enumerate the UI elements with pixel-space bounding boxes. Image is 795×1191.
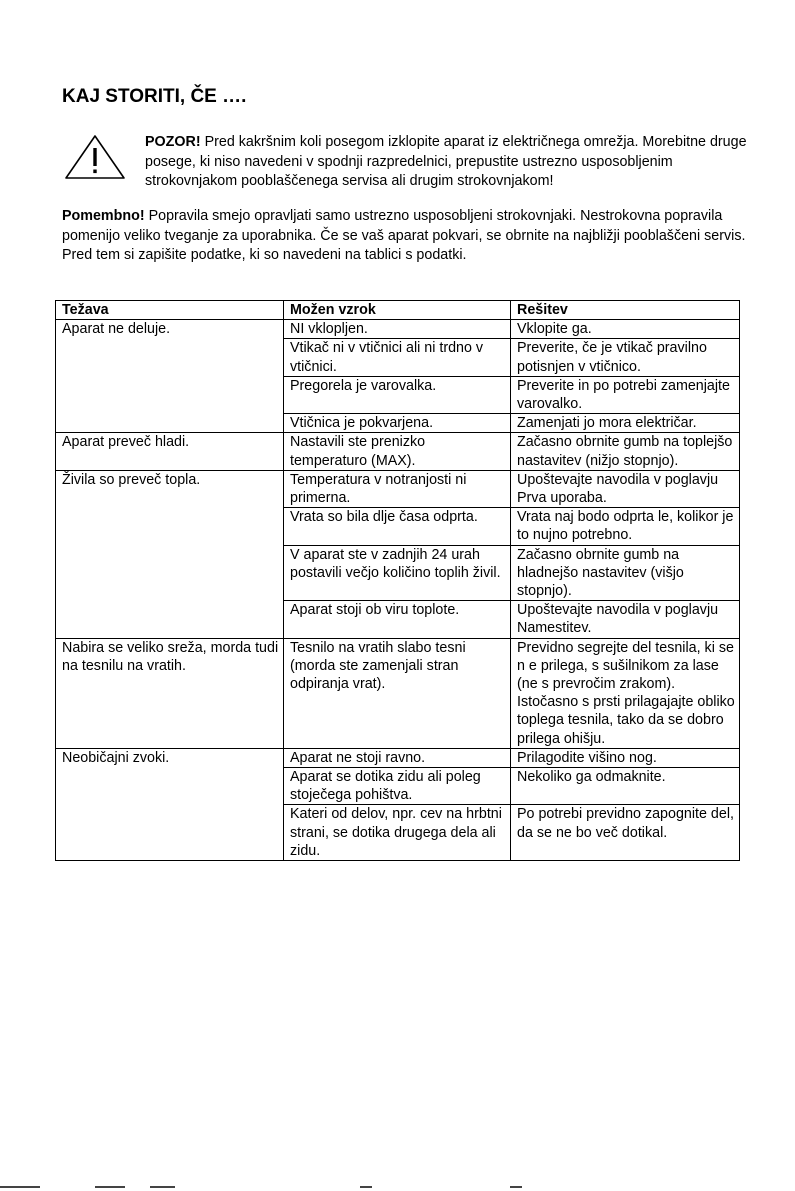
solution-cell: Po potrebi previdno zapognite del, da se ne bo več dotikal.: [511, 805, 740, 861]
page-title: KAJ STORITI, ČE ….: [62, 86, 247, 107]
cause-cell: Aparat se dotika zidu ali poleg stoječega pohištva.: [284, 768, 511, 805]
table-row: [56, 748, 740, 767]
problem-cell: Živila so preveč topla.: [56, 470, 284, 638]
solution-cell: Prilagodite višino nog.: [511, 748, 740, 767]
table-row: [56, 470, 740, 507]
header-solution: Rešitev: [511, 301, 740, 320]
cause-cell: NI vklopljen.: [284, 320, 511, 339]
solution-cell: Začasno obrnite gumb na hladnejšo nastavitev (višjo stopnjo).: [511, 545, 740, 601]
important-label: Pomembno!: [62, 208, 145, 224]
solution-cell: Upoštevajte navodila v poglavju Prva uporaba.: [511, 470, 740, 507]
solution-cell: Preverite in po potrebi zamenjajte varovalko.: [511, 376, 740, 413]
table-row: [56, 320, 740, 339]
solution-cell: Upoštevajte navodila v poglavju Namestitev.: [511, 601, 740, 638]
solution-cell: Vrata naj bodo odprta le, kolikor je to nujno potrebno.: [511, 508, 740, 545]
problem-cell: Aparat ne deluje.: [56, 320, 284, 433]
table-row: [56, 433, 740, 470]
important-body: Popravila smejo opravljati samo ustrezno usposobljeni strokovnjaki. Nestrokovna popravila pomenijo veliko tveganje za uporabnika. Če se vaš aparat pokvari, se obrnite na najbližji pooblaščeni servis. Pred tem si zapišite podatke, ki so navedeni na tablici s podatki.: [62, 208, 746, 264]
solution-cell: Previdno segrejte del tesnila, ki se n e prilega, s sušilnikom za lase (ne s prevročim zrakom). Istočasno s prsti prilagajajte obliko toplega tesnila, tako da se dobro prilega ohišju.: [511, 638, 740, 748]
problem-cell: Nabira se veliko sreža, morda tudi na tesnilu na vratih.: [56, 638, 284, 748]
solution-cell: Zamenjati jo mora električar.: [511, 414, 740, 433]
cause-cell: Pregorela je varovalka.: [284, 376, 511, 413]
cause-cell: V aparat ste v zadnjih 24 urah postavili večjo količino toplih živil.: [284, 545, 511, 601]
cause-cell: Nastavili ste prenizko temperaturo (MAX).: [284, 433, 511, 470]
header-problem: Težava: [56, 301, 284, 320]
cause-cell: Aparat ne stoji ravno.: [284, 748, 511, 767]
important-notice: [62, 207, 752, 266]
cause-cell: Vtičnica je pokvarjena.: [284, 414, 511, 433]
cause-cell: Temperatura v notranjosti ni primerna.: [284, 470, 511, 507]
cause-cell: Tesnilo na vratih slabo tesni (morda ste zamenjali stran odpiranja vrat).: [284, 638, 511, 748]
cause-cell: Kateri od delov, npr. cev na hrbtni strani, se dotika drugega dela ali zidu.: [284, 805, 511, 861]
solution-cell: Nekoliko ga odmaknite.: [511, 768, 740, 805]
warning-label: POZOR!: [145, 134, 201, 150]
solution-cell: Začasno obrnite gumb na toplejšo nastavitev (nižjo stopnjo).: [511, 433, 740, 470]
solution-cell: Vklopite ga.: [511, 320, 740, 339]
cause-cell: Vrata so bila dlje časa odprta.: [284, 508, 511, 545]
cause-cell: Vtikač ni v vtičnici ali ni trdno v vtičnici.: [284, 339, 511, 376]
problem-cell: Neobičajni zvoki.: [56, 748, 284, 860]
troubleshooting-table: [55, 300, 740, 861]
problem-cell: Aparat preveč hladi.: [56, 433, 284, 470]
cause-cell: Aparat stoji ob viru toplote.: [284, 601, 511, 638]
warning-notice: [145, 133, 765, 192]
header-cause: Možen vzrok: [284, 301, 511, 320]
table-header-row: [56, 301, 740, 320]
solution-cell: Preverite, če je vtikač pravilno potisnjen v vtičnico.: [511, 339, 740, 376]
page-bottom-edge: [0, 1186, 795, 1188]
warning-triangle-icon: [64, 134, 126, 180]
warning-body: Pred kakršnim koli posegom izklopite aparat iz električnega omrežja. Morebitne druge posege, ki niso navedeni v spodnji razpredelnici, prepustite ustrezno usposobljenim strokovnjakom pooblaščenega servisa ali drugim strokovnjakom!: [145, 134, 747, 190]
table-row: [56, 638, 740, 748]
